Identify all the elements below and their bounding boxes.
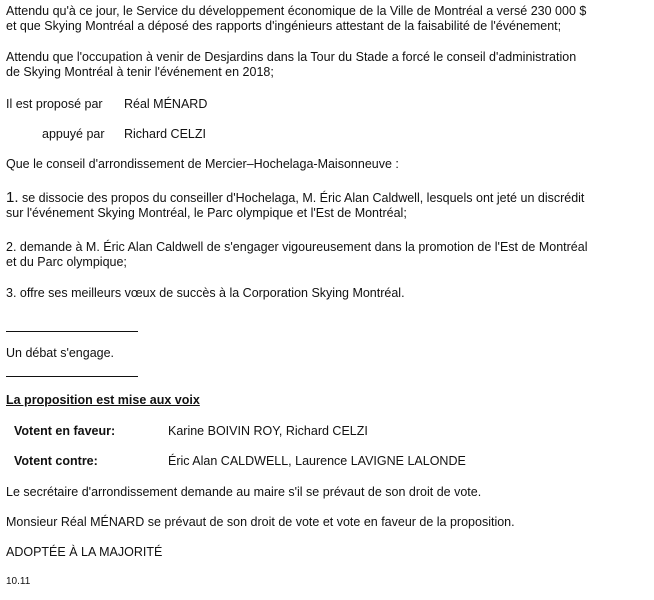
text-line: Attendu que l'occupation à venir de Desjardins dans la Tour du Stade a forcé le conseil d'administration (6, 50, 577, 64)
resolution-item-3: 3. offre ses meilleurs vœux de succès à la Corporation Skying Montréal. (6, 286, 405, 300)
result-statement: ADOPTÉE À LA MAJORITÉ (6, 545, 163, 559)
resolution-intro: Que le conseil d'arrondissement de Mercier–Hochelaga-Maisonneuve : (6, 157, 399, 171)
text-line: et que Skying Montréal a déposé des rapports d'ingénieurs attestant de la faisabilité de l'événement; (6, 19, 562, 33)
proposer-line (6, 97, 646, 112)
item-text: se dissocie des propos du conseiller d'Hochelaga, M. Éric Alan Caldwell, lesquels ont jeté un discrédit (22, 191, 585, 205)
item-reference: 10.11 (6, 576, 31, 587)
item-number: 1. (6, 189, 19, 206)
divider (6, 331, 138, 332)
secretary-note: Le secrétaire d'arrondissement demande au maire s'il se prévaut de son droit de vote. (6, 485, 482, 499)
mayor-note: Monsieur Réal MÉNARD se prévaut de son droit de vote et vote en faveur de la proposition. (6, 515, 515, 529)
votes-for-names: Karine BOIVIN ROY, Richard CELZI (168, 424, 368, 438)
text-line: et du Parc olympique; (6, 255, 127, 269)
votes-against-label: Votent contre: (14, 454, 98, 468)
seconder-label: appuyé par (42, 127, 105, 141)
divider (6, 376, 138, 377)
seconder-name: Richard CELZI (124, 127, 206, 141)
votes-for-row (14, 424, 634, 439)
proposer-name: Réal MÉNARD (124, 97, 208, 111)
resolution-item-1 (6, 190, 646, 221)
resolution-item-2 (6, 240, 646, 270)
proposer-label: Il est proposé par (6, 97, 103, 111)
paragraph-attendu-2 (6, 50, 646, 80)
votes-against-row (14, 454, 634, 469)
text-line: sur l'événement Skying Montréal, le Parc olympique et l'Est de Montréal; (6, 206, 407, 220)
text-line: Attendu qu'à ce jour, le Service du développement économique de la Ville de Montréal a versé 230 000 $ (6, 4, 587, 18)
votes-for-label: Votent en faveur: (14, 424, 116, 438)
seconder-line (6, 127, 646, 142)
vote-heading: La proposition est mise aux voix (6, 393, 200, 407)
text-line: 2. demande à M. Éric Alan Caldwell de s'engager vigoureusement dans la promotion de l'Est de Montréal (6, 240, 588, 254)
paragraph-attendu-1 (6, 4, 646, 34)
debate-note: Un débat s'engage. (6, 346, 115, 360)
votes-against-names: Éric Alan CALDWELL, Laurence LAVIGNE LALONDE (168, 454, 466, 468)
text-line (6, 190, 646, 206)
text-line: de Skying Montréal à tenir l'événement en 2018; (6, 65, 274, 79)
